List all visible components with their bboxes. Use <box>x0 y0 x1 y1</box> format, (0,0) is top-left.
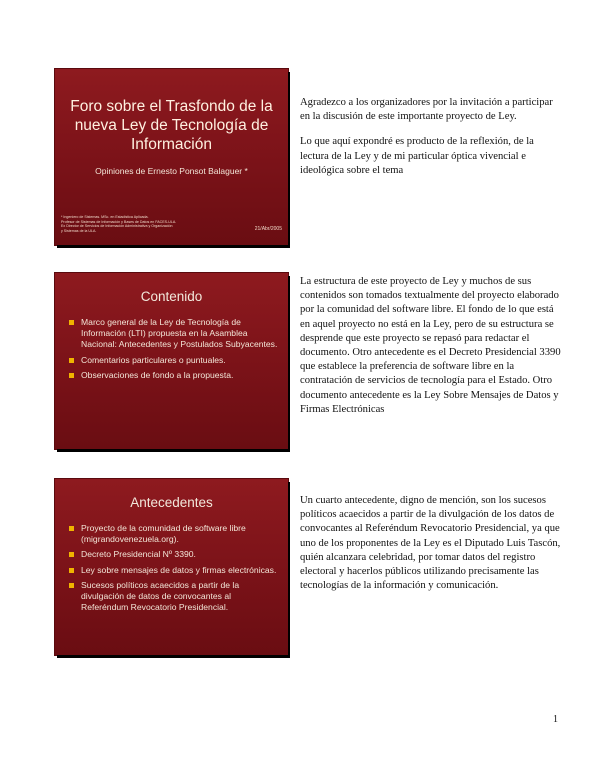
speaker-notes-1 <box>300 96 562 189</box>
notes-paragraph: Agradezco a los organizadores por la invitación a participar en la discusión de este importante proyecto de Ley. <box>300 97 553 123</box>
bullet-item: Sucesos políticos acaecidos a partir de la divulgación de datos de convocantes al Referéndum Revocatorio Presidencial. <box>69 580 278 614</box>
square-bullet-icon <box>69 320 74 325</box>
author-footnote <box>61 215 221 233</box>
background-slide <box>55 479 288 655</box>
bullet-item: Proyecto de la comunidad de software libre (migrandovenezuela.org). <box>69 523 278 545</box>
bullet-list <box>69 317 278 385</box>
square-bullet-icon <box>69 526 74 531</box>
bullet-item: Observaciones de fondo a la propuesta. <box>69 370 278 381</box>
footnote-line: * Ingeniero de Sistemas. MSc. en Estadística Aplicada. <box>61 215 149 219</box>
square-bullet-icon <box>69 358 74 363</box>
bullet-item: Marco general de la Ley de Tecnología de Información (LTI) propuesta en la Asamblea Nacional: Antecedentes y Postulados Subyacentes. <box>69 317 278 351</box>
bullet-item: Ley sobre mensajes de datos y firmas electrónicas. <box>69 565 278 576</box>
speaker-notes-3 <box>300 494 562 604</box>
title-slide <box>55 69 288 245</box>
footnote-line: y Sistemas de la ULA. <box>61 228 97 233</box>
square-bullet-icon <box>69 583 74 588</box>
slide-title: Contenido <box>140 289 203 304</box>
footnote-line: Ex Director de Servicios de Información Administrativa y Organización <box>61 224 173 229</box>
footnote-line: Profesor de Sistemas de Información y Bases de Datos en FACES-ULA. <box>61 219 177 224</box>
notes-paragraph: La estructura de este proyecto de Ley y muchos de sus contenidos son tomados textualmente del proyecto elaborado por la comunidad del software libre. El fondo de lo que está en aquel proyecto no está en la Ley, pero de su estructura se desprende que este proyecto se repasó para redactar el documento. Otro antecedente es el Decreto Presidencial 3390 que establece la preferencia de software libre en la contratación de servicios de tecnología para el Estado. Otro documento antecedente es la Ley Sobre Mensajes de Datos y Firmas Electrónicas <box>300 276 561 415</box>
notes-paragraph: Un cuarto antecedente, digno de mención, son los sucesos políticos acaecidos a partir de la divulgación de los datos de convocantes al Referéndum Revocatorio Presidencial, ya que uno de los proponentes de la Ley es el Diputado Luis Tascón, quién alcanzara celebridad, por tomar datos del registro electoral y hacerlos públicos utilizando precisamente las tecnologías de la información y comunicación. <box>300 495 561 592</box>
square-bullet-icon <box>69 373 74 378</box>
square-bullet-icon <box>69 552 74 557</box>
slide-date: 21/Abr/2005 <box>254 226 282 232</box>
slide-title: Foro sobre el Trasfondo de la nueva Ley de Tecnología de Información <box>70 98 273 153</box>
bullet-item: Decreto Presidencial Nº 3390. <box>69 549 278 560</box>
contents-slide <box>55 273 288 449</box>
slide-title: Antecedentes <box>130 495 213 510</box>
bullet-list <box>69 523 278 617</box>
speaker-notes-2 <box>300 275 562 428</box>
notes-paragraph: Lo que aquí expondré es producto de la reflexión, de la lectura de la Ley y de mi particular óptica vivencial e ideológica sobre el tema <box>300 136 534 176</box>
page-number: 1 <box>553 714 558 725</box>
bullet-item: Comentarios particulares o puntuales. <box>69 355 278 366</box>
square-bullet-icon <box>69 568 74 573</box>
slide-subtitle: Opiniones de Ernesto Ponsot Balaguer * <box>95 166 248 176</box>
